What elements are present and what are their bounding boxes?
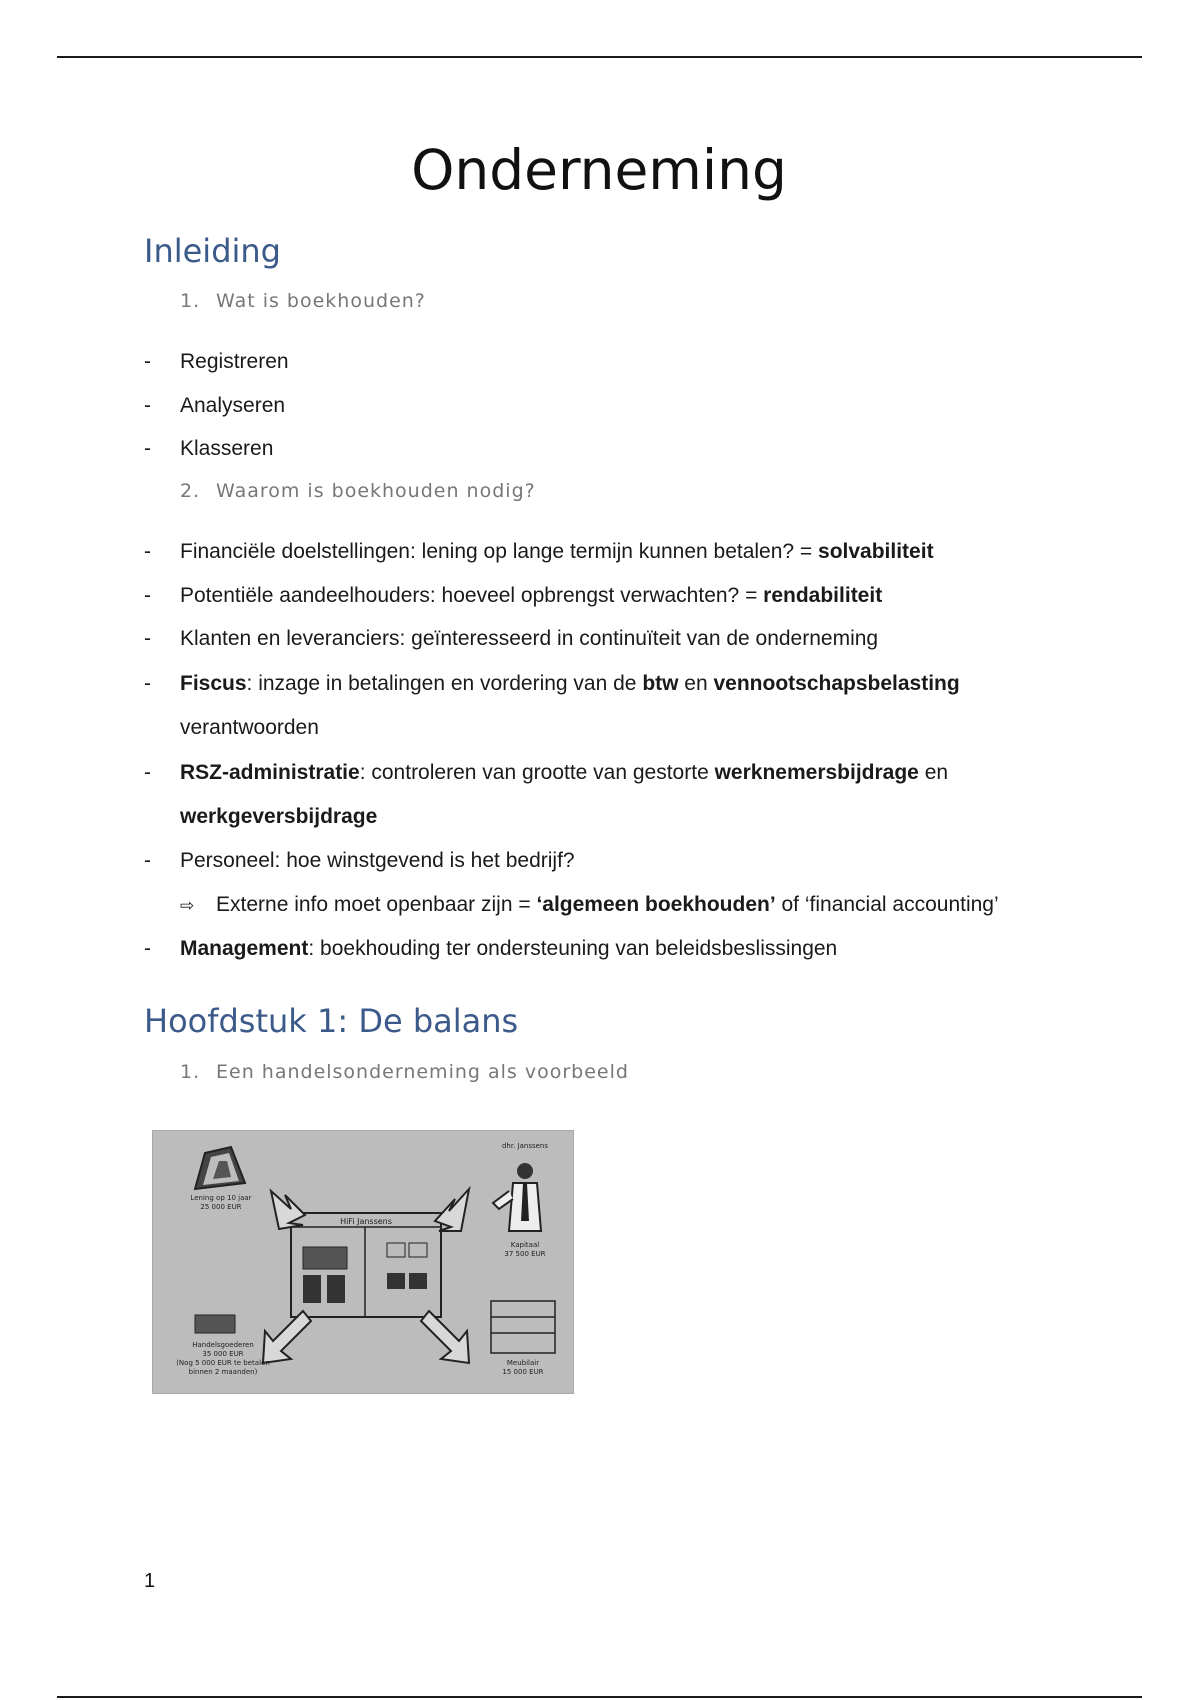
furniture-label: Meubilair — [506, 1359, 540, 1367]
list-dash: - — [144, 627, 151, 650]
list-item-text: : boekhouding ter ondersteuning van beleidsbeslissingen — [308, 937, 838, 960]
list-item-text: en — [918, 761, 949, 784]
list-item-text: Financiële doelstellingen: lening op lange termijn kunnen betalen? = — [180, 540, 819, 563]
person-label: dhr. Janssens — [501, 1142, 549, 1150]
list-dash: - — [144, 437, 151, 460]
term-fiscus: Fiscus — [180, 672, 247, 695]
bottom-rule — [57, 1696, 1142, 1698]
list-item-text-continued: verantwoorden — [180, 716, 319, 739]
subheading-text: Een handelsonderneming als voorbeeld — [216, 1061, 629, 1083]
shop-label: HiFi Janssens — [340, 1217, 392, 1226]
term-vennootschapsbelasting: vennootschapsbelasting — [713, 672, 960, 695]
list-item-management — [144, 927, 1064, 971]
term-algemeen-boekhouden: ‘algemeen boekhouden’ — [536, 893, 776, 916]
list-item-text: : inzage in betalingen en vordering van de — [246, 672, 643, 695]
list-dash: - — [144, 937, 151, 960]
capital-label: Kapitaal — [510, 1241, 540, 1249]
term-solvabiliteit: solvabiliteit — [818, 540, 934, 563]
list-dash: - — [144, 849, 151, 872]
subheading-waarom-boekhouden — [180, 480, 536, 502]
subheading-handelsonderneming — [180, 1061, 629, 1083]
list-item-text: Externe info moet openbaar zijn = — [216, 893, 537, 916]
furniture-amount: 15 000 EUR — [502, 1368, 544, 1376]
arrow-list-item — [180, 893, 999, 917]
loan-amount: 25 000 EUR — [200, 1203, 242, 1211]
heading-hoofdstuk-1: Hoofdstuk 1: De balans — [144, 1002, 519, 1040]
list-item-text: Klanten en leveranciers: geïnteresseerd in continuïteit van de onderneming — [180, 627, 879, 650]
list-item-text: : controleren van grootte van gestorte — [359, 761, 715, 784]
list-item — [144, 384, 1064, 428]
subheading-number: 1. — [180, 290, 201, 312]
subheading-number: 1. — [180, 1061, 201, 1083]
goods-label: Handelsgoederen — [192, 1341, 254, 1349]
list-item-text: en — [678, 672, 714, 695]
list-item-text: Personeel: hoe winstgevend is het bedrijf? — [180, 849, 575, 872]
term-werknemersbijdrage: werknemersbijdrage — [714, 761, 919, 784]
arrow-icon: ⇨ — [180, 896, 195, 915]
subheading-number: 2. — [180, 480, 201, 502]
term-rsz-administratie: RSZ-administratie — [180, 761, 360, 784]
term-management: Management — [180, 937, 309, 960]
list-item-text: Klasseren — [180, 437, 274, 460]
subheading-text: Wat is boekhouden? — [216, 290, 426, 312]
list-dash: - — [144, 540, 151, 563]
list-item — [144, 427, 1064, 471]
goods-note-continued: binnen 2 maanden) — [188, 1368, 258, 1376]
list-item-klanten — [144, 617, 1064, 661]
list-item-personeel — [144, 839, 1064, 883]
list-dash: - — [144, 761, 151, 784]
list-item-solvabiliteit — [144, 530, 1064, 574]
list-item-rsz — [144, 751, 1064, 839]
term-werkgeversbijdrage: werkgeversbijdrage — [180, 805, 378, 828]
page-number: 1 — [144, 1570, 156, 1592]
goods-amount: 35 000 EUR — [202, 1350, 244, 1358]
list-dash: - — [144, 350, 151, 373]
list-item-text: of ‘financial accounting’ — [775, 893, 999, 916]
balance-illustration — [153, 1131, 573, 1393]
term-rendabiliteit: rendabiliteit — [763, 584, 883, 607]
list-dash: - — [144, 394, 151, 417]
document-title: Onderneming — [411, 138, 787, 202]
list-dash: - — [144, 672, 151, 695]
subheading-text: Waarom is boekhouden nodig? — [216, 480, 536, 502]
list-item — [144, 340, 1064, 384]
list-item-text: Analyseren — [180, 394, 286, 417]
list-item-text: Registreren — [180, 350, 289, 373]
top-rule — [57, 56, 1142, 58]
term-btw: btw — [642, 672, 679, 695]
list-dash: - — [144, 584, 151, 607]
subheading-wat-is-boekhouden — [180, 290, 426, 312]
loan-label: Lening op 10 jaar — [190, 1194, 252, 1202]
list-item-rendabiliteit — [144, 574, 1064, 618]
balance-example-figure — [152, 1130, 574, 1394]
list-item-fiscus — [144, 662, 1064, 750]
heading-inleiding: Inleiding — [144, 232, 281, 270]
capital-amount: 37 500 EUR — [504, 1250, 546, 1258]
goods-icon — [195, 1315, 235, 1333]
list-item-text: Potentiële aandeelhouders: hoeveel opbrengst verwachten? = — [180, 584, 764, 607]
goods-note: (Nog 5 000 EUR te betalen — [176, 1359, 270, 1367]
